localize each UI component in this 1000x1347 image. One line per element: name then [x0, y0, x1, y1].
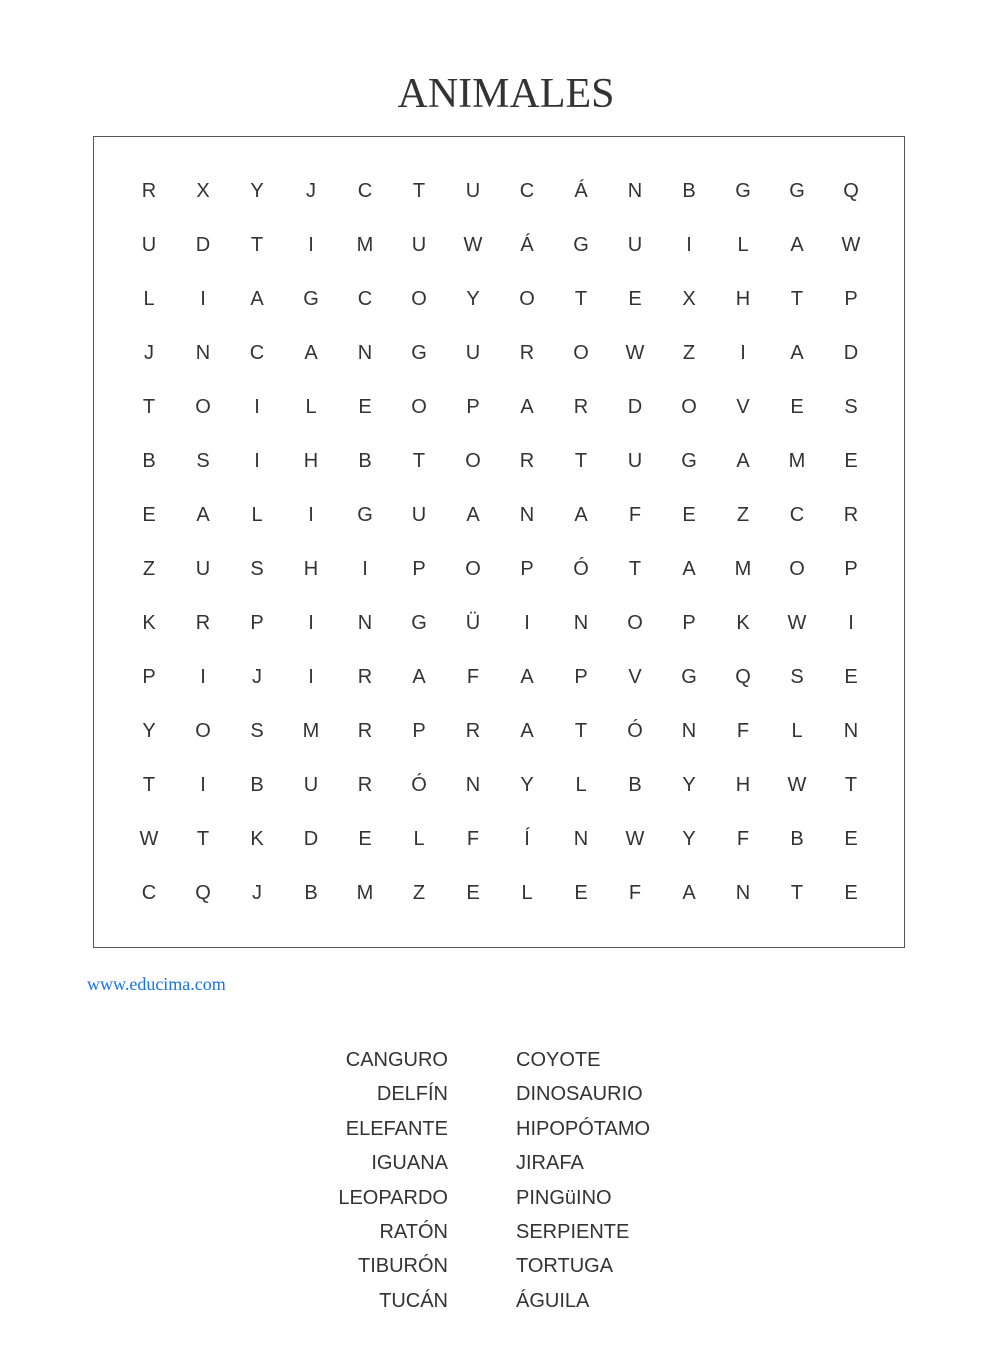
grid-letter[interactable]: E — [844, 450, 858, 472]
grid-letter[interactable]: E — [844, 666, 858, 688]
grid-letter[interactable]: R — [519, 450, 535, 472]
grid-letter[interactable]: O — [789, 558, 805, 580]
grid-letter[interactable]: Ü — [465, 612, 481, 634]
grid-letter[interactable]: O — [465, 450, 481, 472]
grid-letter[interactable]: N — [519, 504, 535, 526]
grid-letter[interactable]: T — [574, 450, 588, 472]
grid-letter[interactable]: L — [413, 828, 425, 850]
website-link[interactable]: www.educima.com — [87, 974, 226, 994]
grid-letter[interactable]: B — [304, 882, 318, 904]
grid-letter[interactable]: L — [251, 504, 263, 526]
grid-letter[interactable]: Y — [682, 774, 696, 796]
grid-letter[interactable]: S — [196, 450, 210, 472]
grid-letter[interactable]: Ó — [627, 720, 643, 742]
grid-letter[interactable]: U — [195, 558, 211, 580]
grid-letter[interactable]: G — [411, 612, 427, 634]
grid-letter[interactable]: K — [736, 612, 750, 634]
grid-letter[interactable]: U — [465, 180, 481, 202]
grid-letter[interactable]: A — [574, 504, 588, 526]
grid-letter[interactable]: P — [142, 666, 156, 688]
grid-letter[interactable]: I — [200, 666, 206, 688]
grid-letter[interactable]: Y — [466, 288, 480, 310]
grid-letter[interactable]: J — [252, 882, 262, 904]
grid-letter[interactable]: H — [303, 450, 319, 472]
word-list-item: IGUANA — [371, 1152, 448, 1175]
grid-letter[interactable]: I — [308, 666, 314, 688]
grid-letter[interactable]: P — [844, 288, 858, 310]
grid-letter[interactable]: U — [627, 234, 643, 256]
grid-letter[interactable]: B — [358, 450, 372, 472]
grid-letter[interactable]: C — [519, 180, 535, 202]
grid-letter[interactable]: O — [411, 288, 427, 310]
grid-letter[interactable]: D — [627, 396, 643, 418]
grid-letter[interactable]: T — [628, 558, 642, 580]
grid-letter[interactable]: Z — [142, 558, 156, 580]
grid-letter[interactable]: P — [844, 558, 858, 580]
grid-letter[interactable]: N — [573, 612, 589, 634]
grid-letter[interactable]: F — [736, 720, 750, 742]
word-list-item: JIRAFA — [516, 1152, 584, 1175]
grid-letter[interactable]: M — [788, 450, 806, 472]
grid-letter[interactable]: S — [250, 558, 264, 580]
grid-letter[interactable]: P — [466, 396, 480, 418]
grid-letter[interactable]: A — [520, 720, 534, 742]
grid-letter[interactable]: S — [844, 396, 858, 418]
grid-letter[interactable]: G — [411, 342, 427, 364]
grid-letter[interactable]: W — [463, 234, 483, 256]
grid-letter[interactable]: K — [250, 828, 264, 850]
grid-letter[interactable]: U — [141, 234, 157, 256]
grid-letter[interactable]: M — [734, 558, 752, 580]
grid-letter[interactable]: T — [142, 396, 156, 418]
grid-letter[interactable]: E — [358, 396, 372, 418]
grid-letter[interactable]: L — [737, 234, 749, 256]
grid-letter[interactable]: U — [465, 342, 481, 364]
grid-letter[interactable]: P — [412, 558, 426, 580]
grid-letter[interactable]: E — [628, 288, 642, 310]
grid-letter[interactable]: U — [411, 504, 427, 526]
grid-letter[interactable]: C — [357, 288, 373, 310]
grid-letter[interactable]: W — [841, 234, 861, 256]
word-list-item: ELEFANTE — [345, 1117, 448, 1140]
grid-letter[interactable]: I — [200, 774, 206, 796]
grid-letter[interactable]: I — [524, 612, 530, 634]
grid-letter[interactable]: R — [843, 504, 859, 526]
grid-letter[interactable]: Q — [195, 882, 211, 904]
word-list-item: LEOPARDO — [338, 1186, 448, 1209]
grid-letter[interactable]: T — [790, 288, 804, 310]
grid-letter[interactable]: I — [308, 504, 314, 526]
grid-letter[interactable]: P — [250, 612, 264, 634]
grid-letter[interactable]: J — [144, 342, 154, 364]
grid-letter[interactable]: F — [466, 828, 480, 850]
grid-letter[interactable]: Z — [736, 504, 750, 526]
grid-letter[interactable]: M — [356, 882, 374, 904]
grid-letter[interactable]: W — [787, 774, 807, 796]
grid-letter[interactable]: C — [357, 180, 373, 202]
grid-letter[interactable]: T — [412, 450, 426, 472]
grid-letter[interactable]: A — [466, 504, 480, 526]
grid-letter[interactable]: C — [789, 504, 805, 526]
grid-letter[interactable]: A — [790, 342, 804, 364]
grid-letter[interactable]: R — [357, 720, 373, 742]
grid-letter[interactable]: G — [681, 450, 697, 472]
grid-letter[interactable]: Z — [682, 342, 696, 364]
grid-letter[interactable]: G — [735, 180, 751, 202]
grid-letter[interactable]: N — [843, 720, 859, 742]
grid-letter[interactable]: A — [412, 666, 426, 688]
grid-letter[interactable]: E — [844, 828, 858, 850]
grid-letter[interactable]: L — [521, 882, 533, 904]
grid-letter[interactable]: B — [628, 774, 642, 796]
grid-letter[interactable]: R — [519, 342, 535, 364]
grid-letter[interactable]: Z — [412, 882, 426, 904]
grid-letter[interactable]: I — [740, 342, 746, 364]
grid-letter[interactable]: U — [411, 234, 427, 256]
grid-letter[interactable]: I — [308, 612, 314, 634]
grid-letter[interactable]: Q — [843, 180, 859, 202]
grid-letter[interactable]: J — [252, 666, 262, 688]
grid-letter[interactable]: E — [142, 504, 156, 526]
grid-letter[interactable]: B — [250, 774, 264, 796]
grid-letter[interactable]: E — [574, 882, 588, 904]
grid-letter[interactable]: A — [250, 288, 264, 310]
grid-letter[interactable]: T — [142, 774, 156, 796]
grid-letter[interactable]: Y — [682, 828, 696, 850]
grid-letter[interactable]: I — [200, 288, 206, 310]
grid-letter[interactable]: T — [574, 720, 588, 742]
grid-letter[interactable]: R — [141, 180, 157, 202]
grid-letter[interactable]: C — [141, 882, 157, 904]
grid-letter[interactable]: Á — [520, 234, 534, 256]
grid-letter[interactable]: Í — [524, 828, 530, 850]
grid-letter[interactable]: J — [306, 180, 316, 202]
grid-letter[interactable]: I — [254, 450, 260, 472]
grid-letter[interactable]: B — [142, 450, 156, 472]
grid-letter[interactable]: T — [790, 882, 804, 904]
grid-letter[interactable]: R — [573, 396, 589, 418]
grid-letter[interactable]: T — [250, 234, 264, 256]
grid-letter[interactable]: Ó — [411, 774, 427, 796]
grid-letter[interactable]: O — [195, 396, 211, 418]
grid-letter[interactable]: M — [356, 234, 374, 256]
grid-letter[interactable]: X — [682, 288, 696, 310]
grid-letter[interactable]: C — [249, 342, 265, 364]
grid-letter[interactable]: Y — [142, 720, 156, 742]
grid-letter[interactable]: D — [843, 342, 859, 364]
word-list-item: PINGüINO — [516, 1186, 612, 1209]
grid-letter[interactable]: N — [573, 828, 589, 850]
page-title: ANIMALES — [397, 71, 615, 117]
grid-letter[interactable]: G — [789, 180, 805, 202]
grid-letter[interactable]: O — [627, 612, 643, 634]
grid-letter[interactable]: P — [412, 720, 426, 742]
grid-letter[interactable]: F — [628, 504, 642, 526]
word-list-item: ÁGUILA — [516, 1289, 590, 1312]
grid-letter[interactable]: M — [302, 720, 320, 742]
grid-letter[interactable]: V — [628, 666, 642, 688]
grid-letter[interactable]: S — [790, 666, 804, 688]
grid-letter[interactable]: D — [195, 234, 211, 256]
letter-grid — [94, 137, 904, 947]
grid-letter[interactable]: T — [574, 288, 588, 310]
grid-letter[interactable]: X — [196, 180, 210, 202]
grid-letter[interactable]: E — [844, 882, 858, 904]
grid-letter[interactable]: I — [308, 234, 314, 256]
grid-letter[interactable]: G — [573, 234, 589, 256]
grid-letter[interactable]: N — [357, 612, 373, 634]
grid-letter[interactable]: G — [303, 288, 319, 310]
word-search-grid — [93, 136, 905, 948]
grid-letter[interactable]: O — [519, 288, 535, 310]
grid-letter[interactable]: R — [465, 720, 481, 742]
grid-letter[interactable]: U — [627, 450, 643, 472]
grid-letter[interactable]: T — [844, 774, 858, 796]
grid-letter[interactable]: E — [682, 504, 696, 526]
grid-letter[interactable]: A — [520, 666, 534, 688]
grid-letter[interactable]: N — [195, 342, 211, 364]
grid-letter[interactable]: O — [195, 720, 211, 742]
grid-letter[interactable]: A — [520, 396, 534, 418]
word-list-item: TIBURÓN — [358, 1255, 448, 1278]
grid-letter[interactable]: I — [362, 558, 368, 580]
grid-letter[interactable]: Y — [520, 774, 534, 796]
grid-letter[interactable]: Q — [735, 666, 751, 688]
grid-letter[interactable]: P — [574, 666, 588, 688]
grid-letter[interactable]: N — [735, 882, 751, 904]
grid-letter[interactable]: N — [357, 342, 373, 364]
grid-letter[interactable]: H — [735, 774, 751, 796]
grid-letter[interactable]: T — [412, 180, 426, 202]
grid-letter[interactable]: N — [465, 774, 481, 796]
grid-letter[interactable]: G — [681, 666, 697, 688]
grid-letter[interactable]: T — [196, 828, 210, 850]
grid-letter[interactable]: O — [411, 396, 427, 418]
grid-letter[interactable]: E — [358, 828, 372, 850]
grid-letter[interactable]: Ó — [573, 558, 589, 580]
grid-letter[interactable]: B — [790, 828, 804, 850]
word-list-item: DINOSAURIO — [516, 1083, 643, 1106]
grid-letter[interactable]: I — [686, 234, 692, 256]
word-list-item: CANGURO — [345, 1049, 448, 1071]
grid-letter[interactable]: R — [195, 612, 211, 634]
grid-letter[interactable]: B — [682, 180, 696, 202]
grid-letter[interactable]: E — [790, 396, 804, 418]
grid-letter[interactable]: L — [575, 774, 587, 796]
grid-letter[interactable]: L — [305, 396, 317, 418]
grid-letter[interactable]: F — [466, 666, 480, 688]
grid-letter[interactable]: W — [625, 828, 645, 850]
grid-letter[interactable]: N — [681, 720, 697, 742]
grid-letter[interactable]: E — [466, 882, 480, 904]
grid-letter[interactable]: R — [357, 666, 373, 688]
grid-letter[interactable]: O — [681, 396, 697, 418]
grid-letter[interactable]: A — [304, 342, 318, 364]
grid-letter[interactable]: G — [357, 504, 373, 526]
grid-letter[interactable]: V — [736, 396, 750, 418]
word-list-item: DELFÍN — [376, 1083, 448, 1106]
grid-letter[interactable]: A — [682, 558, 696, 580]
word-list-left — [338, 1043, 448, 1318]
grid-letter[interactable]: L — [791, 720, 803, 742]
grid-letter[interactable]: K — [142, 612, 156, 634]
grid-letter[interactable]: P — [520, 558, 534, 580]
grid-letter[interactable]: A — [736, 450, 750, 472]
grid-letter[interactable]: A — [682, 882, 696, 904]
grid-letter[interactable]: U — [303, 774, 319, 796]
grid-letter[interactable]: S — [250, 720, 264, 742]
grid-letter[interactable]: O — [573, 342, 589, 364]
grid-letter[interactable]: I — [848, 612, 854, 634]
grid-letter[interactable]: H — [735, 288, 751, 310]
grid-letter[interactable]: N — [627, 180, 643, 202]
grid-letter[interactable]: Á — [574, 180, 588, 202]
word-list-item: TORTUGA — [516, 1255, 614, 1278]
word-list-item: TUCÁN — [379, 1289, 448, 1312]
grid-letter[interactable]: D — [303, 828, 319, 850]
grid-letter[interactable]: I — [254, 396, 260, 418]
grid-letter[interactable]: L — [143, 288, 155, 310]
grid-letter[interactable]: W — [787, 612, 807, 634]
grid-letter[interactable]: H — [303, 558, 319, 580]
grid-letter[interactable]: Y — [250, 180, 264, 202]
word-list-item: SERPIENTE — [516, 1220, 630, 1243]
grid-letter[interactable]: F — [736, 828, 750, 850]
grid-letter[interactable]: O — [465, 558, 481, 580]
grid-letter[interactable]: A — [196, 504, 210, 526]
grid-letter[interactable]: F — [628, 882, 642, 904]
word-list-right — [516, 1043, 650, 1318]
grid-letter[interactable]: W — [139, 828, 159, 850]
word-list-item: HIPOPÓTAMO — [516, 1117, 651, 1140]
word-list-item: COYOTE — [516, 1049, 601, 1071]
grid-letter[interactable]: R — [357, 774, 373, 796]
grid-letter[interactable]: W — [625, 342, 645, 364]
grid-letter[interactable]: A — [790, 234, 804, 256]
grid-letter[interactable]: P — [682, 612, 696, 634]
word-list-item: RATÓN — [379, 1220, 448, 1243]
